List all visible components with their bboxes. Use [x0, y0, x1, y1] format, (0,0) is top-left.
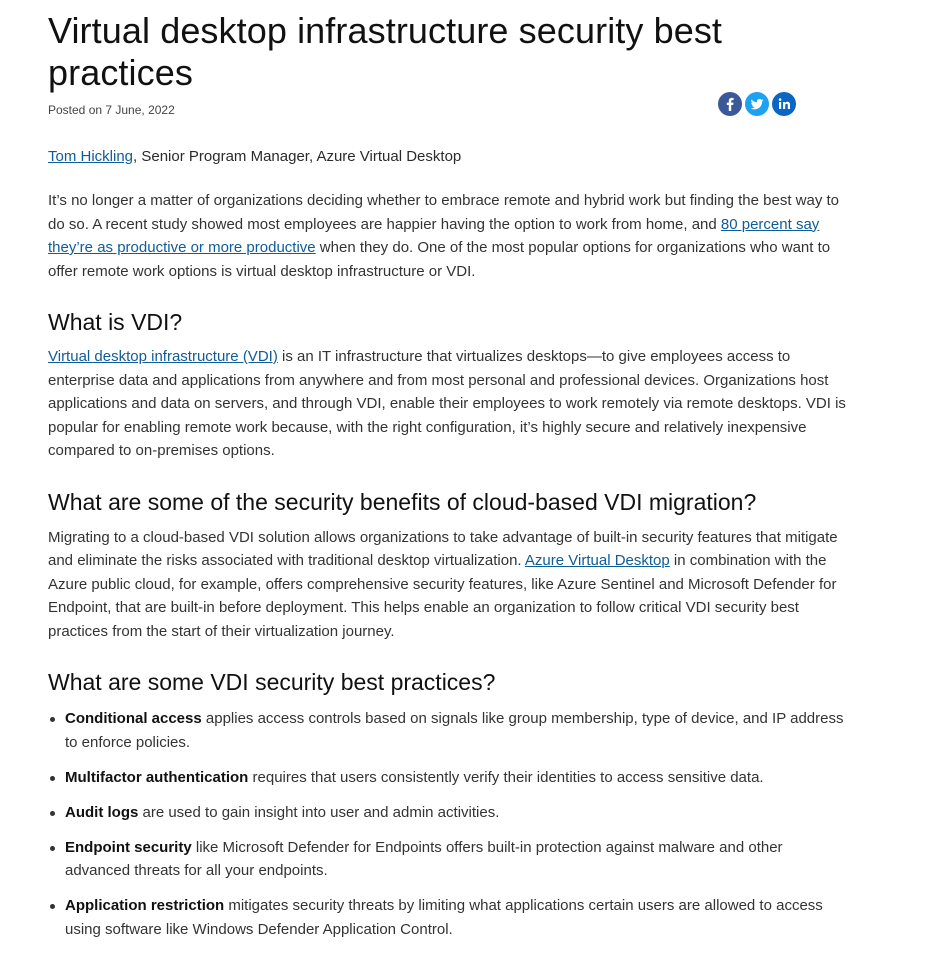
article	[48, 0, 848, 953]
facebook-icon[interactable]	[718, 92, 742, 116]
list-item	[48, 707, 848, 754]
intro-paragraph	[48, 189, 848, 283]
author-line	[48, 147, 848, 167]
benefits-text-1: Migrating to a cloud-based VDI solution allows organizations to take advantage of built-in security features that mitigate and eliminate the risks associated with traditional desktop virtualization.	[48, 528, 838, 569]
list-item-text: are used to gain insight into user and admin activities.	[138, 803, 500, 821]
list-item	[48, 766, 848, 790]
list-item	[48, 894, 848, 941]
list-item-term: Application restriction	[65, 897, 225, 914]
intro-text-2: when they do. One of the most popular options for organizations who want to offer remote work options is virtual desktop infrastructure or VDI.	[48, 239, 831, 280]
list-item-term: Endpoint security	[65, 838, 192, 856]
vdi-link[interactable]: Virtual desktop infrastructure (VDI)	[48, 348, 278, 365]
list-item-text: like Microsoft Defender for Endpoints offers built-in protection against malware and other advanced threats for all your endpoints.	[65, 838, 783, 879]
twitter-icon[interactable]	[745, 92, 769, 116]
benefits-paragraph	[48, 526, 848, 644]
section-heading-best-practices: What are some VDI security best practices?	[48, 669, 496, 695]
list-item-term: Conditional access	[65, 710, 202, 727]
posted-date: Posted on 7 June, 2022	[48, 103, 175, 117]
author-link[interactable]: Tom Hickling	[48, 148, 134, 165]
list-item-text: mitigates security threats by limiting what applications certain users are allowed to access using software like Windows Defender Application Control.	[65, 897, 823, 938]
section-heading-security-benefits: What are some of the security benefits of cloud-based VDI migration?	[48, 488, 757, 515]
list-item-term: Multifactor authentication	[65, 768, 249, 786]
productivity-study-link[interactable]: 80 percent say they’re as productive or more productive	[48, 215, 820, 256]
vdi-text: is an IT infrastructure that virtualizes desktops—to give employees access to enterprise data and applications from anywhere and from most personal and professional devices. Organizations host applications and data on servers, and through VDI, enable their employees to work remotely via remote desktops. VDI is popular for enabling remote work because, with the right configuration, it’s highly secure and relatively inexpensive compared to on-premises options.	[48, 348, 846, 459]
list-item-term: Audit logs	[65, 803, 139, 821]
list-item	[48, 801, 848, 825]
share-buttons	[718, 92, 796, 116]
list-item-text: requires that users consistently verify their identities to access sensitive data.	[248, 768, 764, 786]
benefits-text-2: in combination with the Azure public cloud, for example, offers comprehensive security features, like Azure Sentinel and Microsoft Defender for Endpoint, that are built-in before deployment. This helps enable an organization to follow critical VDI security best practices from the start of their virtualization journey.	[48, 552, 837, 640]
azure-virtual-desktop-link[interactable]: Azure Virtual Desktop	[524, 552, 670, 569]
article-title: Virtual desktop infrastructure security best practices	[48, 10, 723, 93]
section-heading-what-is-vdi: What is VDI?	[48, 309, 183, 335]
author-role: , Senior Program Manager, Azure Virtual Desktop	[133, 148, 462, 165]
best-practices-list	[48, 707, 848, 941]
intro-text-1: It’s no longer a matter of organizations deciding whether to embrace remote and hybrid work but finding the best way to do so. A recent study showed most employees are happier having the option to work from home, and	[48, 192, 840, 233]
vdi-paragraph	[48, 345, 848, 463]
linkedin-icon[interactable]	[772, 92, 796, 116]
list-item	[48, 836, 848, 883]
list-item-text: applies access controls based on signals like group membership, type of device, and IP address to enforce policies.	[65, 710, 844, 751]
